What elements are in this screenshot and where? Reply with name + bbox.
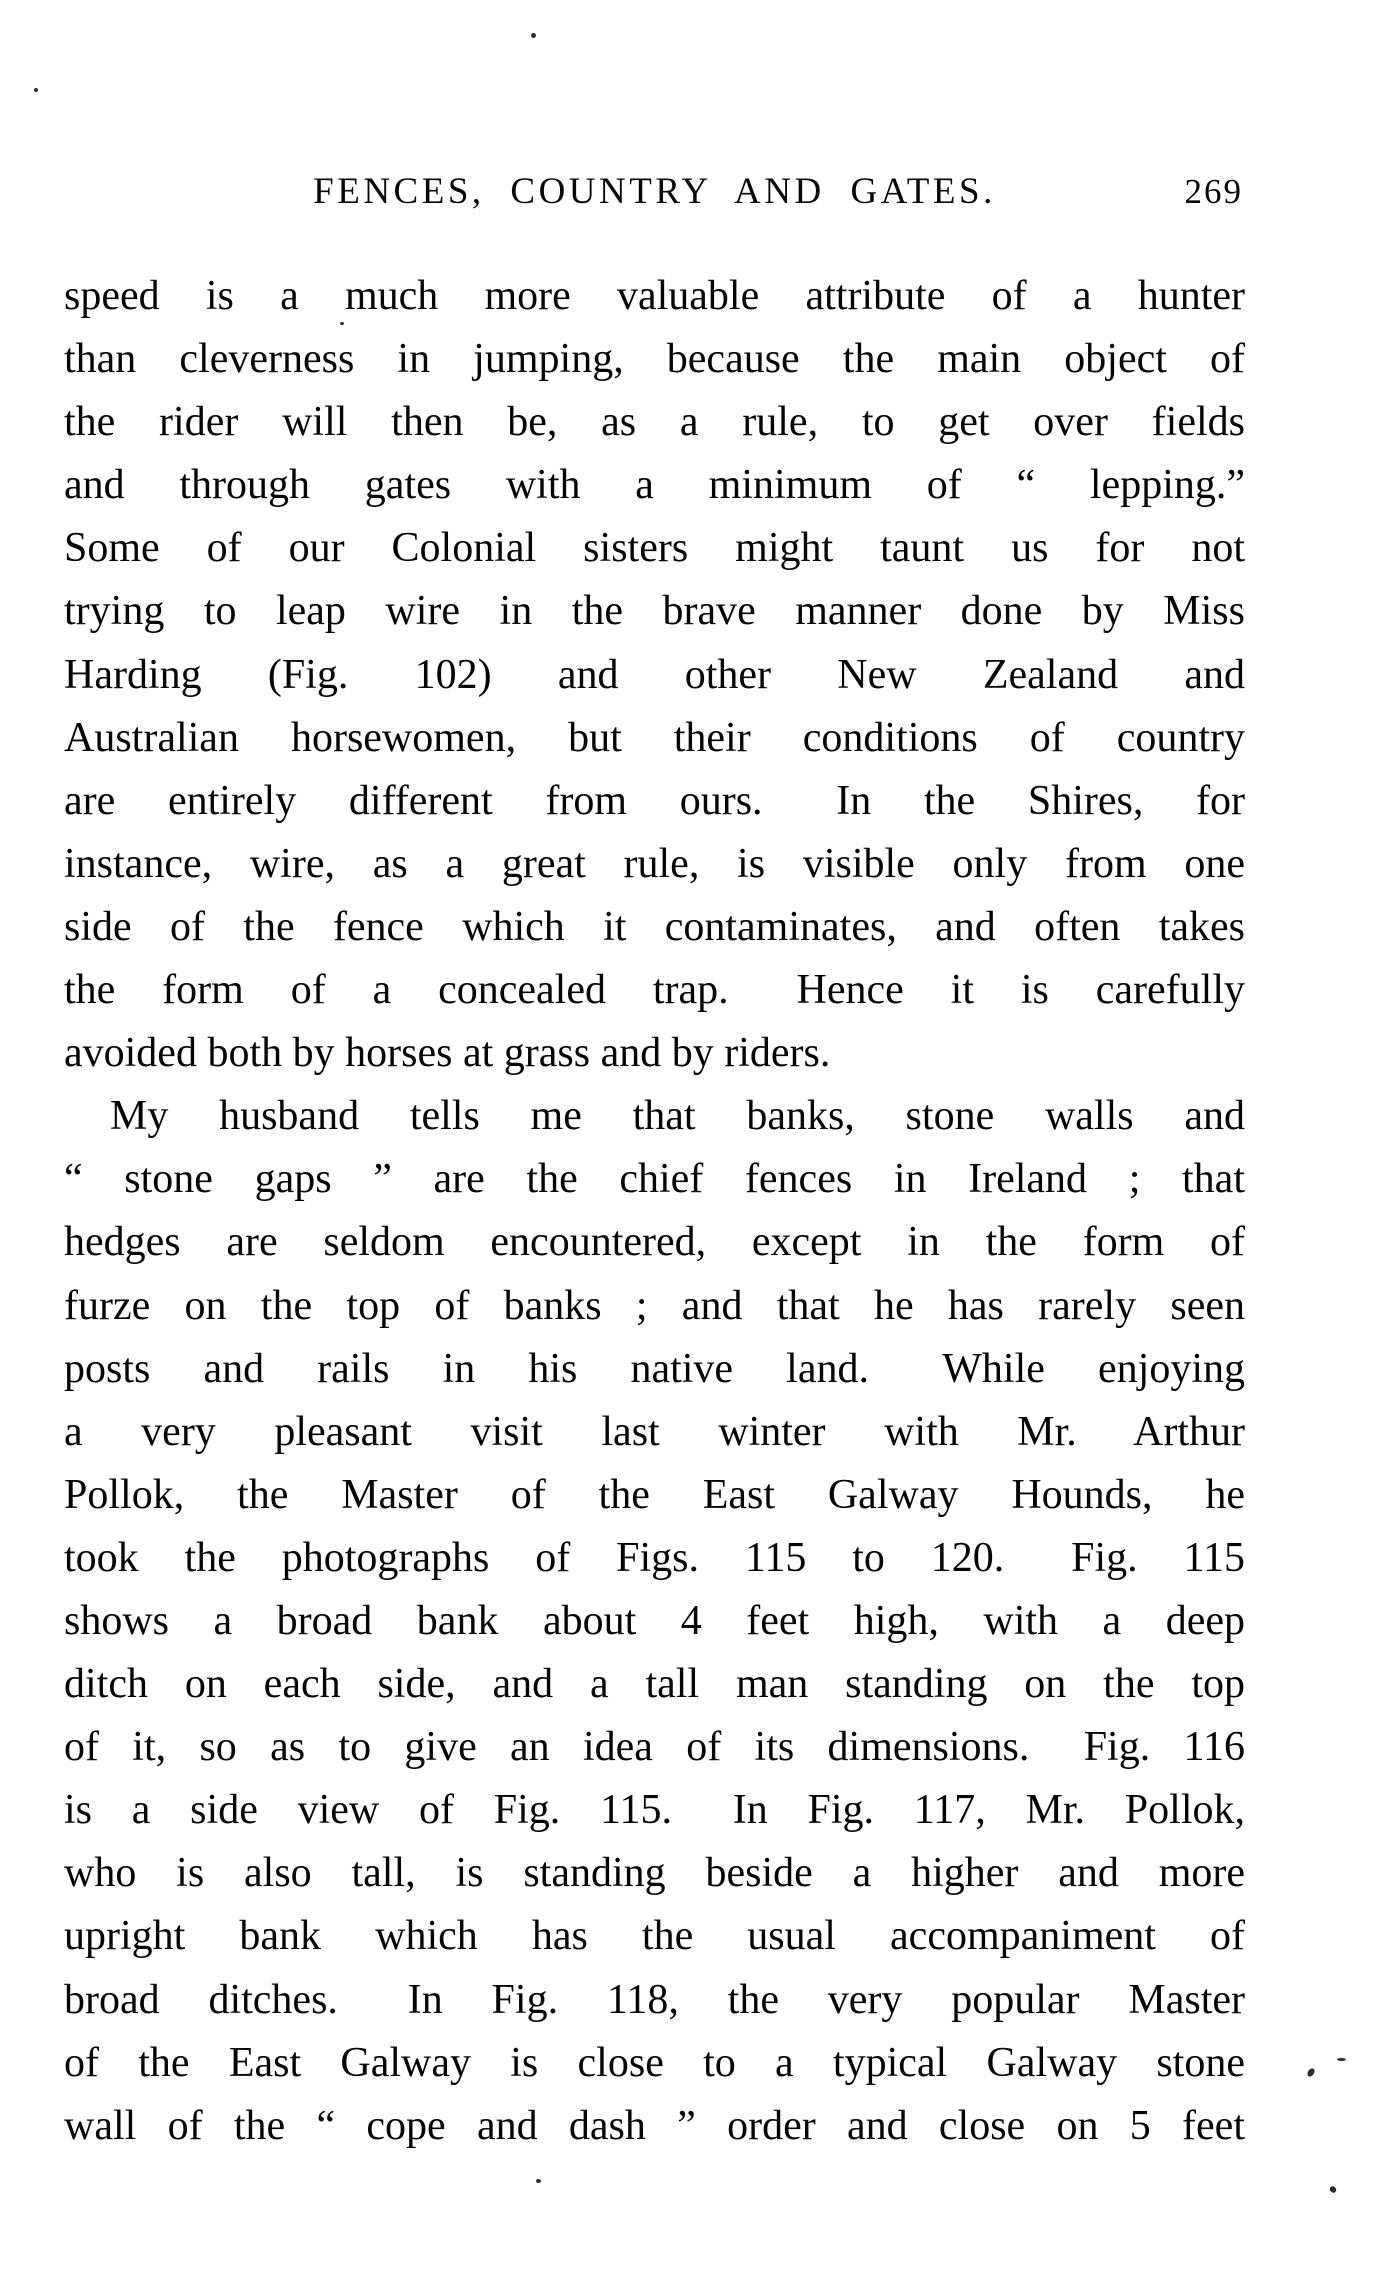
text-line: who is also tall, is standing beside a higher and more — [64, 1850, 1245, 1897]
text-line: upright bank which has the usual accompaniment of — [64, 1913, 1245, 1960]
text-line: posts and rails in his native land. While enjoying — [64, 1345, 1245, 1392]
text-line: Australian horsewomen, but their conditions of country — [64, 714, 1245, 761]
text-line: Pollok, the Master of the East Galway Hounds, he — [64, 1471, 1245, 1518]
text-line: Some of our Colonial sisters might taunt us for not — [64, 525, 1245, 572]
scan-speck — [1306, 2067, 1316, 2078]
text-line: of it, so as to give an idea of its dimensions. Fig. 116 — [64, 1724, 1245, 1771]
text-line: is a side view of Fig. 115. In Fig. 117, Mr. Pollok, — [64, 1787, 1245, 1834]
text-line: side of the fence which it contaminates, and often takes — [64, 903, 1245, 950]
text-line: wall of the “ cope and dash ” order and close on 5 feet — [64, 2102, 1245, 2149]
text-line: My husband tells me that banks, stone walls and — [110, 1093, 1245, 1140]
text-line: the rider will then be, as a rule, to get over fields — [64, 399, 1245, 446]
text-line: broad ditches. In Fig. 118, the very popular Master — [64, 1976, 1245, 2023]
text-line: ditch on each side, and a tall man standing on the top — [64, 1661, 1245, 1708]
page-header — [64, 170, 1245, 218]
scan-speck — [34, 88, 38, 92]
scan-speck — [1328, 2185, 1337, 2194]
scan-speck — [531, 33, 536, 38]
text-line: of the East Galway is close to a typical Galway stone — [64, 2039, 1245, 2086]
text-line: trying to leap wire in the brave manner done by Miss — [64, 588, 1245, 635]
scan-speck — [536, 2179, 541, 2183]
page-number: 269 — [1184, 172, 1243, 211]
text-line: avoided both by horses at grass and by riders. — [64, 1030, 831, 1077]
text-line: instance, wire, as a great rule, is visible only from one — [64, 840, 1245, 887]
body-text — [64, 265, 1245, 2158]
text-line: shows a broad bank about 4 feet high, with a deep — [64, 1597, 1245, 1644]
text-line: a very pleasant visit last winter with Mr. Arthur — [64, 1408, 1245, 1455]
text-line: “ stone gaps ” are the chief fences in Ireland ; that — [64, 1156, 1245, 1203]
text-line: hedges are seldom encountered, except in the form of — [64, 1219, 1245, 1266]
text-line: the form of a concealed trap. Hence it is carefully — [64, 967, 1245, 1014]
text-line: took the photographs of Figs. 115 to 120. Fig. 115 — [64, 1534, 1245, 1581]
text-line: are entirely different from ours. In the Shires, for — [64, 777, 1245, 824]
text-line: speed is a much more valuable attribute of a hunter — [64, 273, 1245, 319]
text-line: than cleverness in jumping, because the main object of — [64, 336, 1245, 383]
scan-speck — [340, 322, 344, 325]
text-line: Harding (Fig. 102) and other New Zealand and — [64, 651, 1245, 698]
text-line: and through gates with a minimum of “ lepping.” — [64, 462, 1245, 509]
scan-speck — [1337, 2058, 1346, 2061]
text-line: furze on the top of banks ; and that he has rarely seen — [64, 1282, 1245, 1329]
running-title: FENCES, COUNTRY AND GATES. — [313, 171, 996, 212]
